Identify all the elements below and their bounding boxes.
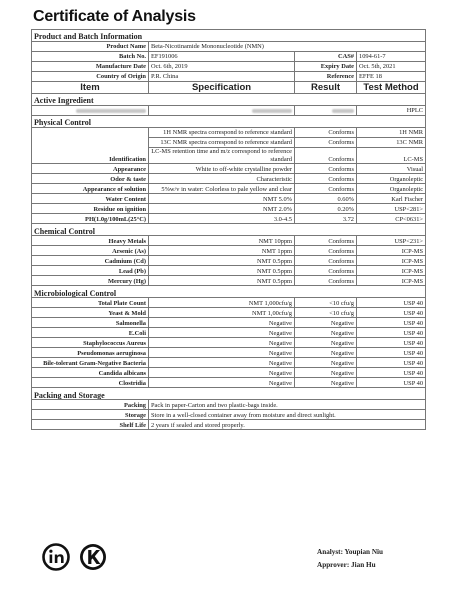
result-cell: Negative bbox=[295, 358, 357, 368]
method-cell: Karl Fischer bbox=[357, 194, 426, 204]
result-cell: <10 cfu/g bbox=[295, 298, 357, 308]
result-cell: 3.72 bbox=[295, 214, 357, 224]
method-cell: Organoleptic bbox=[357, 174, 426, 184]
item-cell: Clostridia bbox=[32, 378, 149, 388]
spec-cell: NMT 10ppm bbox=[149, 236, 295, 246]
row-manufacture: Manufacture Date Oct. 6th, 2019 Expiry Date Oct. 5th, 2021 bbox=[32, 62, 426, 72]
spec-cell: NMT 2.0% bbox=[149, 204, 295, 214]
method-cell: ICP-MS bbox=[357, 256, 426, 266]
result-cell: Negative bbox=[295, 368, 357, 378]
result-cell: Conforms bbox=[295, 138, 357, 148]
spec-cell: NMT 0.5ppm bbox=[149, 276, 295, 286]
spec-cell: Negative bbox=[149, 348, 295, 358]
halal-in-icon bbox=[41, 542, 71, 572]
column-headers: Item Specification Result Test Method bbox=[32, 82, 426, 94]
redacted-item bbox=[32, 106, 149, 116]
redacted-spec bbox=[149, 106, 295, 116]
result-cell: Conforms bbox=[295, 246, 357, 256]
table-row bbox=[32, 266, 426, 276]
spec-cell: Negative bbox=[149, 368, 295, 378]
method-cell: CP<0631> bbox=[357, 214, 426, 224]
table-row bbox=[32, 328, 426, 338]
spec-cell: NMT 5.0% bbox=[149, 194, 295, 204]
spec-cell: NMT 1ppm bbox=[149, 246, 295, 256]
item-cell: Packing bbox=[32, 400, 149, 410]
row-product-name: Product Name Beta-Nicotinamide Mononucleotide (NMN) bbox=[32, 42, 426, 52]
approver-signature: Approver: Jian Hu bbox=[317, 561, 376, 569]
item-cell: Yeast & Mold bbox=[32, 308, 149, 318]
spec-cell: NMT 1,00cfu/g bbox=[149, 308, 295, 318]
spec-cell: NMT 0.5ppm bbox=[149, 266, 295, 276]
physical-rows bbox=[32, 164, 426, 224]
table-row bbox=[32, 246, 426, 256]
table-row bbox=[32, 358, 426, 368]
result-cell: Conforms bbox=[295, 276, 357, 286]
table-row bbox=[32, 378, 426, 388]
result-cell: Conforms bbox=[295, 236, 357, 246]
table-row bbox=[32, 368, 426, 378]
spec-cell: LC-MS retention time and m/z correspond to reference standard bbox=[149, 148, 295, 164]
item-cell: Staphylococcus Aureus bbox=[32, 338, 149, 348]
result-cell: Negative bbox=[295, 378, 357, 388]
section-active: Active Ingredient bbox=[32, 94, 426, 106]
result-cell: Negative bbox=[295, 328, 357, 338]
method-cell: USP 40 bbox=[357, 338, 426, 348]
table-row bbox=[32, 164, 426, 174]
item-cell: Salmonella bbox=[32, 318, 149, 328]
method-cell: USP 40 bbox=[357, 358, 426, 368]
identification-rows bbox=[32, 128, 426, 164]
method-cell: USP 40 bbox=[357, 348, 426, 358]
method-cell: USP 40 bbox=[357, 378, 426, 388]
coa-table bbox=[31, 29, 426, 430]
table-row bbox=[32, 318, 426, 328]
chemical-rows bbox=[32, 236, 426, 286]
item-cell: Appearance bbox=[32, 164, 149, 174]
kosher-k-icon bbox=[78, 542, 108, 572]
method-cell: USP 40 bbox=[357, 368, 426, 378]
item-cell: Candida albicans bbox=[32, 368, 149, 378]
redacted-result bbox=[295, 106, 357, 116]
item-cell: Residue on ignition bbox=[32, 204, 149, 214]
result-cell: Conforms bbox=[295, 266, 357, 276]
result-cell: 0.20% bbox=[295, 204, 357, 214]
item-cell: Heavy Metals bbox=[32, 236, 149, 246]
table-row bbox=[32, 308, 426, 318]
spec-cell: 1H NMR spectra correspond to reference standard bbox=[149, 128, 295, 138]
item-cell: PH(1.0g/100mL(25°C) bbox=[32, 214, 149, 224]
table-row bbox=[32, 174, 426, 184]
result-cell: Negative bbox=[295, 338, 357, 348]
item-cell: Storage bbox=[32, 410, 149, 420]
method-cell: USP 40 bbox=[357, 298, 426, 308]
table-row bbox=[32, 348, 426, 358]
table-row bbox=[32, 236, 426, 246]
item-cell: Lead (Pb) bbox=[32, 266, 149, 276]
item-cell: E.Coli bbox=[32, 328, 149, 338]
table-row bbox=[32, 298, 426, 308]
item-cell: Cadmium (Cd) bbox=[32, 256, 149, 266]
footer bbox=[0, 528, 454, 589]
packing-row bbox=[32, 420, 426, 430]
item-cell: Shelf Life bbox=[32, 420, 149, 430]
table-row bbox=[32, 256, 426, 266]
method-cell: LC-MS bbox=[357, 148, 426, 164]
micro-rows bbox=[32, 298, 426, 388]
spec-cell: NMT 1,000cfu/g bbox=[149, 298, 295, 308]
spec-cell: 5%w/v in water: Colorless to pale yellow and clear bbox=[149, 184, 295, 194]
item-cell: Pseudomonas aeruginosa bbox=[32, 348, 149, 358]
section-packing: Packing and Storage bbox=[32, 388, 426, 400]
item-cell: Mercury (Hg) bbox=[32, 276, 149, 286]
method-cell: USP 40 bbox=[357, 328, 426, 338]
spec-cell: White to off-white crystalline powder bbox=[149, 164, 295, 174]
table-row bbox=[32, 276, 426, 286]
item-cell: Appearance of solution bbox=[32, 184, 149, 194]
section-product: Product and Batch Information bbox=[32, 30, 426, 42]
item-cell: Odor & taste bbox=[32, 174, 149, 184]
row-batch: Batch No. EF191006 CAS# 1094-61-7 bbox=[32, 52, 426, 62]
section-micro: Microbiological Control bbox=[32, 286, 426, 298]
method-cell: ICP-MS bbox=[357, 246, 426, 256]
value-cell: Store in a well-closed container away from moisture and direct sunlight. bbox=[149, 410, 426, 420]
value-cell: Pack in paper-Carton and two plastic-bags inside. bbox=[149, 400, 426, 410]
identification-row bbox=[32, 128, 426, 138]
coa-sheet bbox=[31, 29, 425, 430]
section-chemical: Chemical Control bbox=[32, 224, 426, 236]
spec-cell: Negative bbox=[149, 318, 295, 328]
spec-cell: Negative bbox=[149, 338, 295, 348]
method-cell: Organoleptic bbox=[357, 184, 426, 194]
method-cell: ICP-MS bbox=[357, 266, 426, 276]
table-row bbox=[32, 214, 426, 224]
result-cell: 0.60% bbox=[295, 194, 357, 204]
method-cell: 1H NMR bbox=[357, 128, 426, 138]
spec-cell: Negative bbox=[149, 328, 295, 338]
result-cell: Conforms bbox=[295, 256, 357, 266]
spec-cell: Negative bbox=[149, 358, 295, 368]
packing-row bbox=[32, 410, 426, 420]
identification-label: Identification bbox=[32, 128, 149, 164]
spec-cell: NMT 0.5ppm bbox=[149, 256, 295, 266]
item-cell: Water Content bbox=[32, 194, 149, 204]
result-cell: <10 cfu/g bbox=[295, 308, 357, 318]
result-cell: Conforms bbox=[295, 184, 357, 194]
result-cell: Negative bbox=[295, 318, 357, 328]
result-cell: Conforms bbox=[295, 148, 357, 164]
result-cell: Conforms bbox=[295, 164, 357, 174]
method-cell: 13C NMR bbox=[357, 138, 426, 148]
table-row bbox=[32, 184, 426, 194]
row-origin: Country of Origin P.R. China Reference EFFE 18 bbox=[32, 72, 426, 82]
row-active: HPLC bbox=[32, 106, 426, 116]
method-cell: ICP-MS bbox=[357, 276, 426, 286]
method-cell: USP 40 bbox=[357, 308, 426, 318]
packing-row bbox=[32, 400, 426, 410]
method-cell: USP<281> bbox=[357, 204, 426, 214]
item-cell: Arsenic (As) bbox=[32, 246, 149, 256]
spec-cell: 3.0-4.5 bbox=[149, 214, 295, 224]
value-cell: 2 years if sealed and stored properly. bbox=[149, 420, 426, 430]
document-title: Certificate of Analysis bbox=[33, 8, 196, 25]
result-cell: Conforms bbox=[295, 128, 357, 138]
table-row bbox=[32, 338, 426, 348]
method-cell: USP 40 bbox=[357, 318, 426, 328]
packing-rows bbox=[32, 400, 426, 430]
item-cell: Total Plate Count bbox=[32, 298, 149, 308]
item-cell: Bile-tolerant Gram-Negative Bacteria bbox=[32, 358, 149, 368]
table-row bbox=[32, 194, 426, 204]
method-cell: Visual bbox=[357, 164, 426, 174]
spec-cell: 13C NMR spectra correspond to reference standard bbox=[149, 138, 295, 148]
analyst-signature: Analyst: Youpian Niu bbox=[317, 548, 384, 556]
spec-cell: Characteristic bbox=[149, 174, 295, 184]
spec-cell: Negative bbox=[149, 378, 295, 388]
result-cell: Negative bbox=[295, 348, 357, 358]
result-cell: Conforms bbox=[295, 174, 357, 184]
section-physical: Physical Control bbox=[32, 116, 426, 128]
table-row bbox=[32, 204, 426, 214]
method-cell: USP<231> bbox=[357, 236, 426, 246]
